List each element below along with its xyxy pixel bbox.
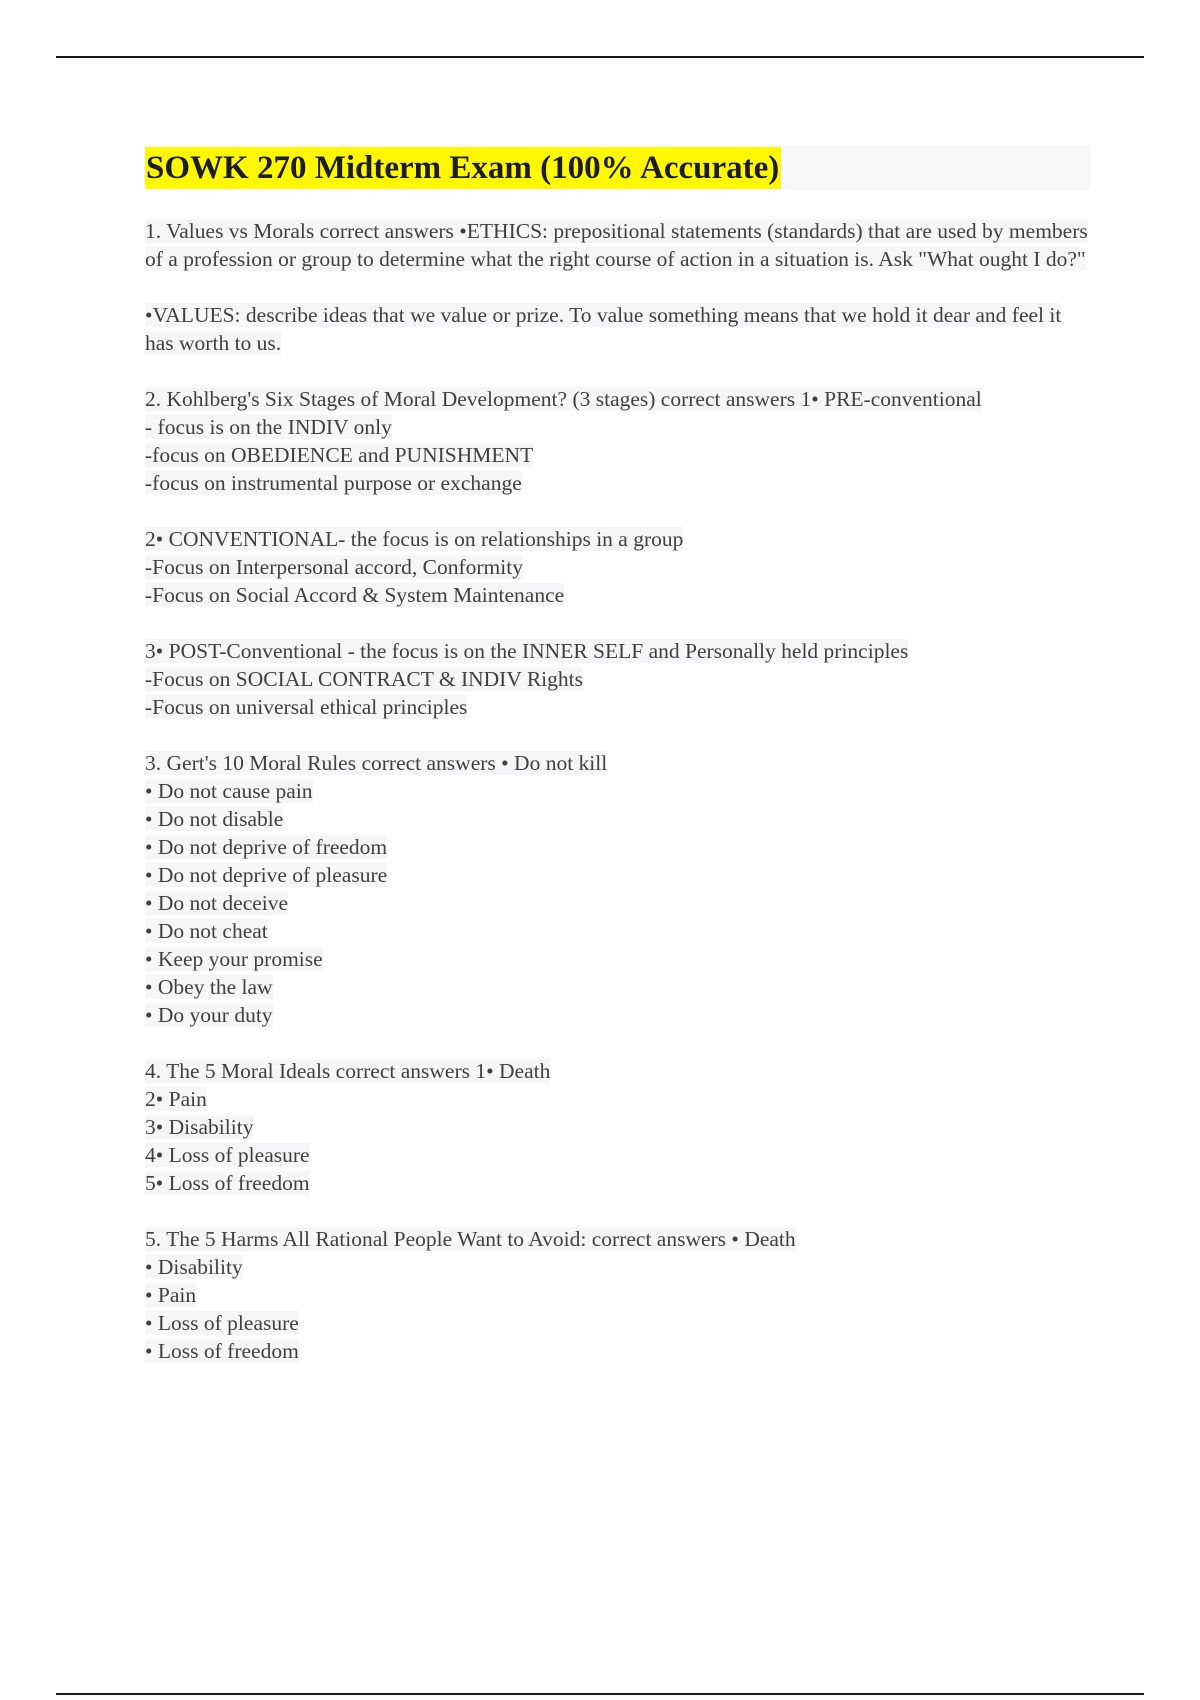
list-item: -focus on OBEDIENCE and PUNISHMENT	[145, 443, 534, 467]
q3-moral-rules-block	[145, 749, 1090, 1029]
q1-values-paragraph	[145, 301, 1090, 357]
list-item: -Focus on universal ethical principles	[145, 695, 468, 719]
list-item: • Loss of freedom	[145, 1339, 299, 1363]
q1-values-text: •VALUES: describe ideas that we value or prize. To value something means that we hold it dear and feel it has worth to us.	[145, 303, 1062, 355]
list-item: -Focus on Social Accord & System Maintenance	[145, 583, 565, 607]
list-item: • Obey the law	[145, 975, 273, 999]
list-item: 3• POST-Conventional - the focus is on the INNER SELF and Personally held principles	[145, 639, 909, 663]
list-item: • Do not disable	[145, 807, 284, 831]
list-item: - focus is on the INDIV only	[145, 415, 392, 439]
q2-conventional-block	[145, 525, 1090, 609]
list-item: -Focus on SOCIAL CONTRACT & INDIV Rights	[145, 667, 583, 691]
list-item: • Do not deprive of pleasure	[145, 863, 388, 887]
list-item: 2• CONVENTIONAL- the focus is on relationships in a group	[145, 527, 684, 551]
list-item: 3. Gert's 10 Moral Rules correct answers • Do not kill	[145, 751, 608, 775]
list-item: 2. Kohlberg's Six Stages of Moral Development? (3 stages) correct answers 1• PRE-conventional	[145, 387, 982, 411]
list-item: • Disability	[145, 1255, 243, 1279]
list-item: 4• Loss of pleasure	[145, 1143, 310, 1167]
bottom-rule	[56, 1693, 1144, 1695]
list-item: -focus on instrumental purpose or exchange	[145, 471, 522, 495]
document-title: SOWK 270 Midterm Exam (100% Accurate)	[145, 147, 781, 189]
top-rule	[56, 56, 1144, 58]
list-item: -Focus on Interpersonal accord, Conformity	[145, 555, 523, 579]
list-item: • Do not cheat	[145, 919, 268, 943]
document-body	[145, 145, 1090, 1365]
q1-ethics-paragraph	[145, 217, 1090, 273]
q2-preconventional-block	[145, 385, 1090, 497]
list-item: 5• Loss of freedom	[145, 1171, 310, 1195]
list-item: • Do not deceive	[145, 891, 289, 915]
list-item: • Keep your promise	[145, 947, 323, 971]
q5-harms-block	[145, 1225, 1090, 1365]
title-band	[145, 145, 1090, 190]
q1-ethics-text: 1. Values vs Morals correct answers •ETHICS: prepositional statements (standards) that are used by members of a profession or group to determine what the right course of action in a situation is. Ask "What ought I do?"	[145, 219, 1088, 271]
list-item: • Loss of pleasure	[145, 1311, 299, 1335]
list-item: 2• Pain	[145, 1087, 207, 1111]
list-item: 5. The 5 Harms All Rational People Want to Avoid: correct answers • Death	[145, 1227, 796, 1251]
list-item: 4. The 5 Moral Ideals correct answers 1• Death	[145, 1059, 551, 1083]
list-item: • Do your duty	[145, 1003, 273, 1027]
q2-postconventional-block	[145, 637, 1090, 721]
list-item: • Pain	[145, 1283, 197, 1307]
list-item: • Do not cause pain	[145, 779, 313, 803]
list-item: 3• Disability	[145, 1115, 254, 1139]
q4-moral-ideals-block	[145, 1057, 1090, 1197]
list-item: • Do not deprive of freedom	[145, 835, 388, 859]
